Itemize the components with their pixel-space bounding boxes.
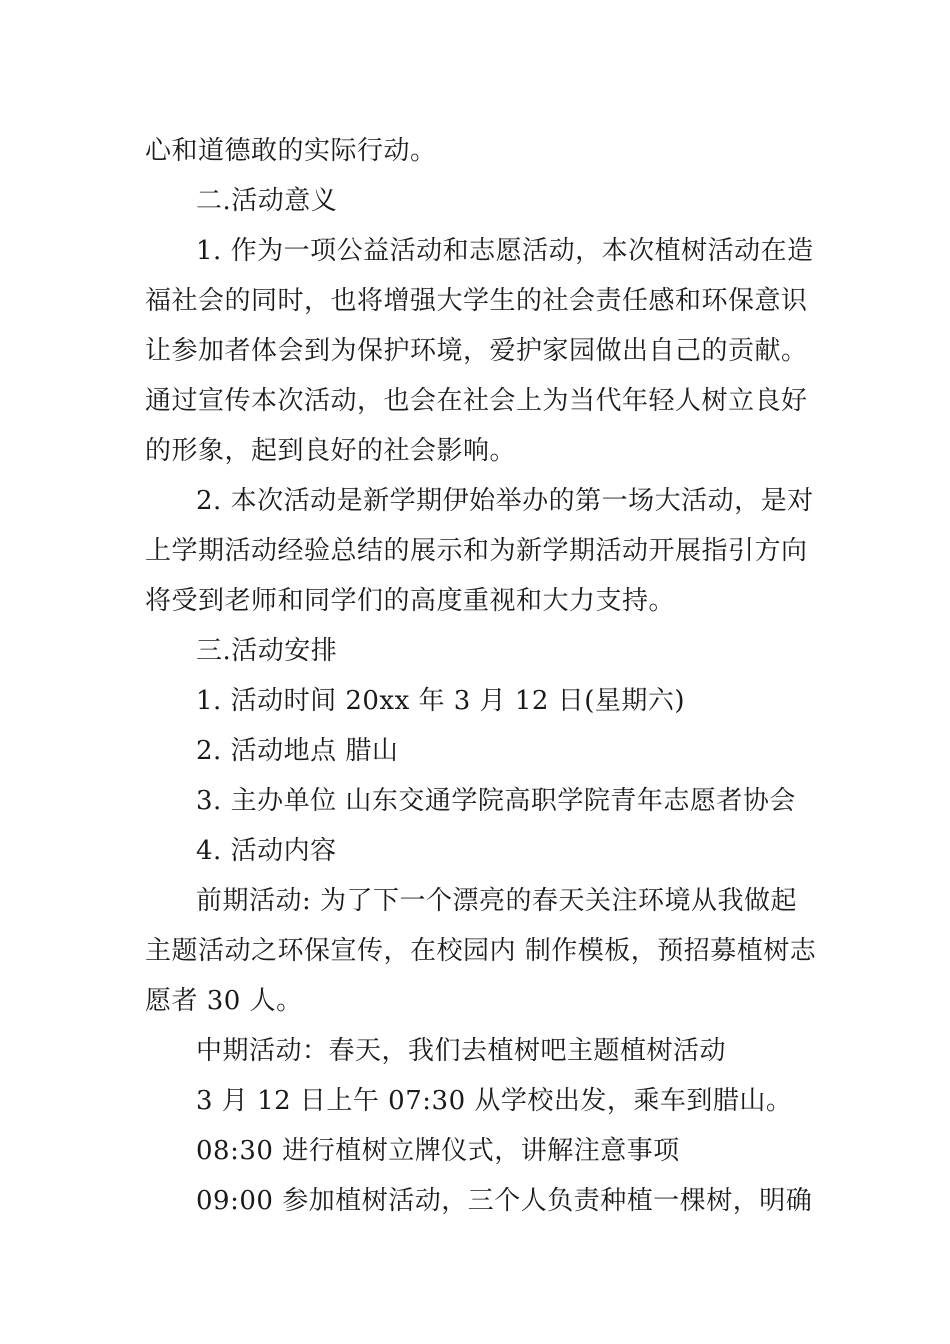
section-heading: 二.活动意义 xyxy=(196,186,338,216)
text-line: 福社会的同时，也将增强大学生的社会责任感和环保意识 xyxy=(145,286,808,316)
text-line: 愿者 30 人。 xyxy=(145,986,303,1016)
text-line: 08:30 进行植树立牌仪式，讲解注意事项 xyxy=(196,1136,680,1166)
text-line: 中期活动：春天，我们去植树吧主题植树活动 xyxy=(196,1036,727,1066)
text-line: 上学期活动经验总结的展示和为新学期活动开展指引方向 xyxy=(145,536,808,566)
list-item: 4. 活动内容 xyxy=(196,836,337,866)
text-line: 2. 本次活动是新学期伊始举办的第一场大活动，是对 xyxy=(196,486,814,516)
text-line: 将受到老师和同学们的高度重视和大力支持。 xyxy=(145,586,676,616)
text-line: 通过宣传本次活动，也会在社会上为当代年轻人树立良好 xyxy=(145,386,808,416)
text-line: 让参加者体会到为保护环境，爱护家园做出自己的贡献。 xyxy=(145,336,808,366)
text-line: 心和道德敢的实际行动。 xyxy=(145,136,437,166)
text-line: 的形象，起到良好的社会影响。 xyxy=(145,436,517,466)
text-line: 09:00 参加植树活动，三个人负责种植一棵树，明确 xyxy=(196,1186,813,1216)
list-item: 2. 活动地点 腊山 xyxy=(196,736,399,766)
text-line: 3 月 12 日上午 07:30 从学校出发，乘车到腊山。 xyxy=(196,1086,793,1116)
list-item: 3. 主办单位 山东交通学院高职学院青年志愿者协会 xyxy=(196,786,796,816)
list-item: 1. 活动时间 20xx 年 3 月 12 日(星期六) xyxy=(196,686,685,716)
text-line: 主题活动之环保宣传，在校园内 制作模板，预招募植树志 xyxy=(145,936,817,966)
text-line: 前期活动: 为了下一个漂亮的春天关注环境从我做起 xyxy=(196,886,798,916)
section-heading: 三.活动安排 xyxy=(196,636,338,666)
text-line: 1. 作为一项公益活动和志愿活动，本次植树活动在造 xyxy=(196,236,814,266)
